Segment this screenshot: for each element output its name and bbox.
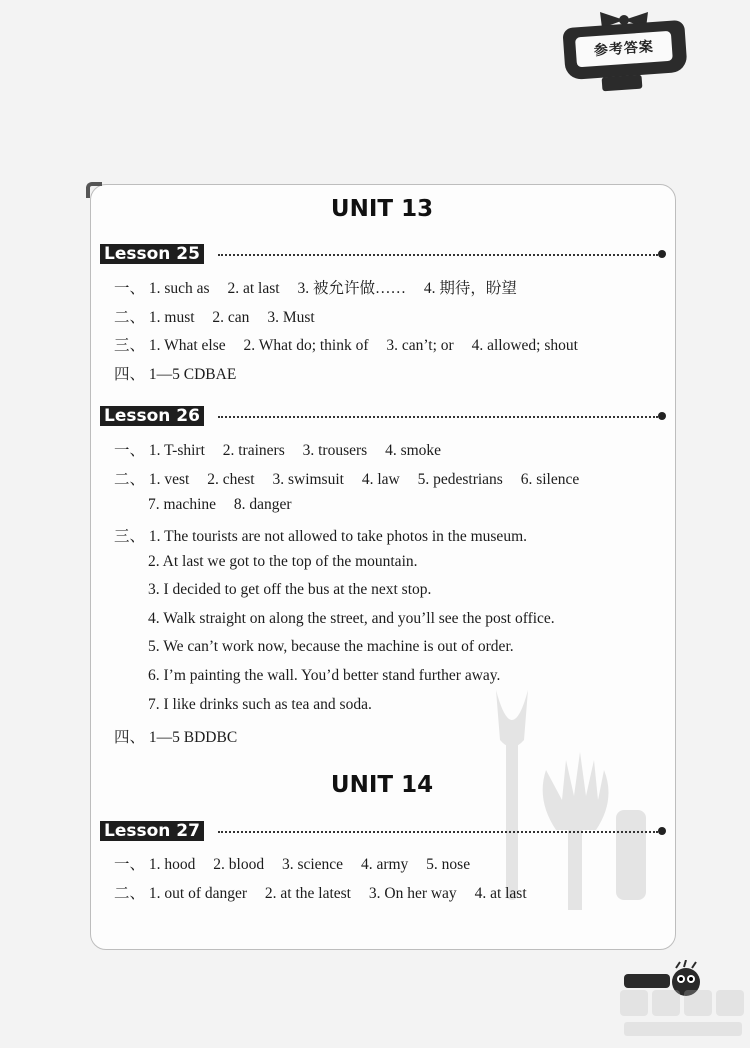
answer-item: 7. machine <box>148 496 217 513</box>
answer-line <box>148 553 432 571</box>
answer-key-badge <box>556 10 696 96</box>
answer-line <box>148 696 386 714</box>
answer-line <box>114 305 329 327</box>
lesson-header <box>100 821 666 843</box>
answer-item: 1. hood <box>148 856 196 873</box>
dotted-rule <box>218 416 658 418</box>
lesson-header <box>100 406 666 428</box>
answer-item: 1. such as <box>148 280 210 297</box>
section-mark: 四、 <box>114 729 146 746</box>
answer-item: 5. pedestrians <box>417 471 503 488</box>
answer-item: 2. What do; think of <box>243 337 369 354</box>
answer-item: 1—5 CDBAE <box>148 366 237 383</box>
answer-item: 4. at last <box>474 885 527 902</box>
section-mark: 三、 <box>114 528 146 545</box>
answer-item: 6. silence <box>520 471 580 488</box>
answer-line <box>148 496 306 514</box>
answer-item: 1. T-shirt <box>148 442 205 459</box>
answer-item: 3. swimsuit <box>272 471 344 488</box>
answer-line <box>114 524 541 546</box>
badge-label: 参考答案 <box>575 31 673 68</box>
answer-item: 3. 被允许做…… <box>297 280 406 297</box>
answer-line <box>148 638 528 656</box>
answer-item: 1. out of danger <box>148 885 248 902</box>
answer-item: 4. smoke <box>385 442 442 459</box>
answer-line <box>148 581 445 599</box>
answer-item: 3. On her way <box>368 885 457 902</box>
answer-item: 3. trousers <box>302 442 368 459</box>
answer-item: 1. The tourists are not allowed to take photos in the museum. <box>148 528 527 545</box>
answer-line <box>114 276 531 298</box>
section-mark: 二、 <box>114 309 146 326</box>
answer-line <box>114 362 250 384</box>
answer-line <box>114 852 484 874</box>
section-mark: 一、 <box>114 856 146 873</box>
section-mark: 二、 <box>114 471 146 488</box>
answer-line <box>148 667 514 685</box>
lesson-label: Lesson 26 <box>100 406 204 426</box>
answer-item: 1. What else <box>148 337 226 354</box>
rule-end-dot <box>658 412 666 420</box>
answer-line <box>114 333 592 355</box>
badge-screen <box>562 20 687 80</box>
answer-item: 5. nose <box>426 856 471 873</box>
answer-item: 3. science <box>281 856 344 873</box>
lesson-label: Lesson 25 <box>100 244 204 264</box>
answer-line <box>114 467 593 489</box>
answer-item: 4. law <box>361 471 400 488</box>
answer-item: 1. must <box>148 309 195 326</box>
dotted-rule <box>218 254 658 256</box>
answer-item: 3. can’t; or <box>386 337 454 354</box>
answer-item: 2. at the latest <box>264 885 351 902</box>
badge-stand <box>602 75 643 92</box>
lesson-header <box>100 244 666 266</box>
answer-item: 5. We can’t work now, because the machine is out of order. <box>148 638 514 655</box>
rule-end-dot <box>658 827 666 835</box>
answer-line <box>114 438 455 460</box>
answer-item: 2. chest <box>207 471 255 488</box>
answer-item: 2. at last <box>227 280 280 297</box>
answer-item: 4. allowed; shout <box>471 337 578 354</box>
answer-item: 7. I like drinks such as tea and soda. <box>148 696 372 713</box>
rule-end-dot <box>658 250 666 258</box>
answer-item: 2. blood <box>213 856 265 873</box>
section-mark: 一、 <box>114 280 146 297</box>
answer-line <box>148 610 569 628</box>
answer-item: 8. danger <box>233 496 292 513</box>
section-mark: 一、 <box>114 442 146 459</box>
dotted-rule <box>218 831 658 833</box>
answer-item: 1. vest <box>148 471 190 488</box>
answer-item: 6. I’m painting the wall. You’d better stand further away. <box>148 667 501 684</box>
answer-line <box>114 881 541 903</box>
section-mark: 三、 <box>114 337 146 354</box>
unit-title: UNIT 13 <box>330 196 434 222</box>
answer-item: 2. can <box>212 309 250 326</box>
answer-item: 2. At last we got to the top of the mountain. <box>148 553 418 570</box>
answer-item: 3. I decided to get off the bus at the next stop. <box>148 581 432 598</box>
answer-item: 4. 期待，盼望 <box>423 280 517 297</box>
answer-item: 1—5 BDDBC <box>148 729 238 746</box>
answer-item: 2. trainers <box>222 442 285 459</box>
hand-decoration-icon <box>486 690 656 910</box>
section-mark: 四、 <box>114 366 146 383</box>
answer-item: 4. Walk straight on along the street, and you’ll see the post office. <box>148 610 555 627</box>
lesson-label: Lesson 27 <box>100 821 204 841</box>
answer-line <box>114 725 251 747</box>
answer-item: 3. Must <box>267 309 315 326</box>
section-mark: 二、 <box>114 885 146 902</box>
watermark-logo-icon <box>616 982 748 1042</box>
unit-title: UNIT 14 <box>330 772 434 798</box>
answer-item: 4. army <box>360 856 409 873</box>
